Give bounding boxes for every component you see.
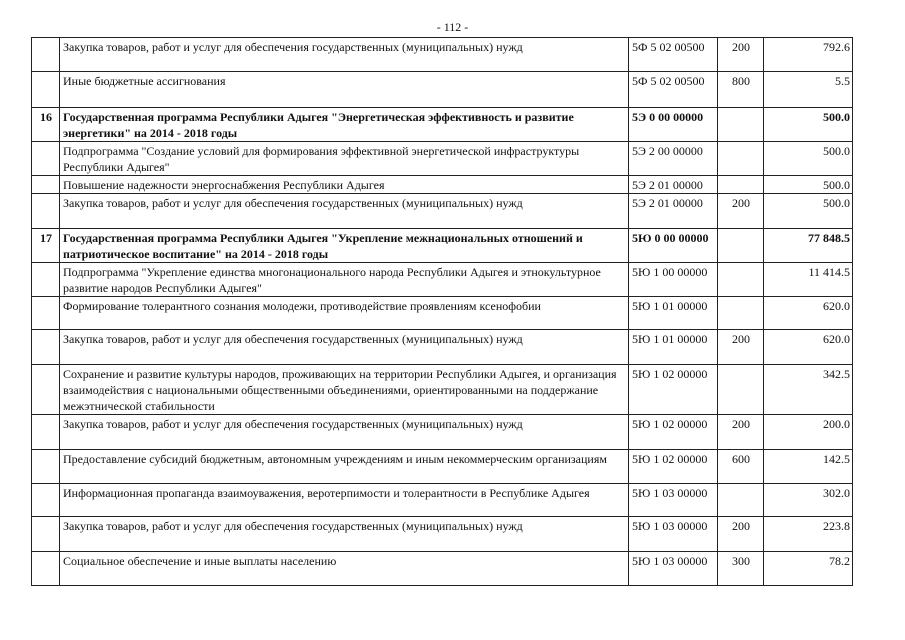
row-sum: 500.0 <box>764 142 853 176</box>
row-sum: 11 414.5 <box>764 263 853 297</box>
row-sum: 142.5 <box>764 450 853 484</box>
row-sum: 500.0 <box>764 176 853 194</box>
table-row <box>32 297 853 330</box>
row-expense-type <box>718 297 764 330</box>
row-number: 17 <box>32 229 60 263</box>
row-number <box>32 552 60 586</box>
row-name: Государственная программа Республики Адыгея "Энергетическая эффективность и развитие энергетики" на 2014 - 2018 годы <box>60 108 629 142</box>
row-expense-type: 600 <box>718 450 764 484</box>
row-expense-type <box>718 142 764 176</box>
row-code: 5Э 2 01 00000 <box>629 194 718 229</box>
row-sum: 302.0 <box>764 484 853 517</box>
row-sum: 792.6 <box>764 38 853 72</box>
row-number <box>32 194 60 229</box>
row-number <box>32 330 60 365</box>
row-name: Социальное обеспечение и иные выплаты населению <box>60 552 629 586</box>
row-sum: 77 848.5 <box>764 229 853 263</box>
row-name: Повышение надежности энергоснабжения Республики Адыгея <box>60 176 629 194</box>
row-expense-type <box>718 229 764 263</box>
row-code: 5Ю 1 03 00000 <box>629 484 718 517</box>
budget-table <box>31 37 853 586</box>
row-expense-type <box>718 263 764 297</box>
row-code: 5Ю 1 01 00000 <box>629 297 718 330</box>
table-row <box>32 72 853 108</box>
table-row <box>32 176 853 194</box>
table-row <box>32 108 853 142</box>
row-code: 5Ф 5 02 00500 <box>629 72 718 108</box>
row-number <box>32 142 60 176</box>
row-number <box>32 176 60 194</box>
table-row <box>32 194 853 229</box>
row-sum: 342.5 <box>764 365 853 415</box>
row-sum: 223.8 <box>764 517 853 552</box>
row-number <box>32 484 60 517</box>
row-sum: 500.0 <box>764 194 853 229</box>
row-code: 5Ю 0 00 00000 <box>629 229 718 263</box>
row-name: Закупка товаров, работ и услуг для обеспечения государственных (муниципальных) нужд <box>60 38 629 72</box>
row-code: 5Ф 5 02 00500 <box>629 38 718 72</box>
row-expense-type <box>718 176 764 194</box>
row-name: Формирование толерантного сознания молодежи, противодействие проявлениям ксенофобии <box>60 297 629 330</box>
row-code: 5Э 0 00 00000 <box>629 108 718 142</box>
table-row <box>32 415 853 450</box>
row-name: Иные бюджетные ассигнования <box>60 72 629 108</box>
table-row <box>32 38 853 72</box>
table-row <box>32 142 853 176</box>
row-name: Государственная программа Республики Адыгея "Укрепление межнациональных отношений и патриотическое воспитание" на 2014 - 2018 годы <box>60 229 629 263</box>
row-name: Закупка товаров, работ и услуг для обеспечения государственных (муниципальных) нужд <box>60 330 629 365</box>
table-row <box>32 484 853 517</box>
row-code: 5Ю 1 02 00000 <box>629 450 718 484</box>
table-row <box>32 450 853 484</box>
row-sum: 200.0 <box>764 415 853 450</box>
row-sum: 620.0 <box>764 330 853 365</box>
row-expense-type <box>718 108 764 142</box>
row-number <box>32 38 60 72</box>
table-row <box>32 552 853 586</box>
row-number <box>32 263 60 297</box>
row-name: Информационная пропаганда взаимоуважения, веротерпимости и толерантности в Республике Адыгея <box>60 484 629 517</box>
budget-table-body <box>32 38 853 586</box>
row-name: Подпрограмма "Укрепление единства многонационального народа Республики Адыгея и этнокультурное развитие народов Республики Адыгея" <box>60 263 629 297</box>
row-sum: 5.5 <box>764 72 853 108</box>
row-expense-type: 200 <box>718 517 764 552</box>
table-row <box>32 229 853 263</box>
row-expense-type: 200 <box>718 415 764 450</box>
page-number: - 112 - <box>436 20 469 34</box>
row-code: 5Ю 1 03 00000 <box>629 517 718 552</box>
row-code: 5Ю 1 03 00000 <box>629 552 718 586</box>
row-name: Закупка товаров, работ и услуг для обеспечения государственных (муниципальных) нужд <box>60 194 629 229</box>
row-code: 5Э 2 01 00000 <box>629 176 718 194</box>
table-row <box>32 365 853 415</box>
row-expense-type <box>718 484 764 517</box>
row-number <box>32 517 60 552</box>
row-expense-type <box>718 365 764 415</box>
row-expense-type: 200 <box>718 194 764 229</box>
row-sum: 620.0 <box>764 297 853 330</box>
row-expense-type: 200 <box>718 38 764 72</box>
row-code: 5Ю 1 00 00000 <box>629 263 718 297</box>
row-sum: 78.2 <box>764 552 853 586</box>
row-name: Подпрограмма "Создание условий для формирования эффективной энергетической инфраструктуры Республики Адыгея" <box>60 142 629 176</box>
row-code: 5Ю 1 02 00000 <box>629 415 718 450</box>
row-number <box>32 365 60 415</box>
table-row <box>32 263 853 297</box>
row-code: 5Э 2 00 00000 <box>629 142 718 176</box>
row-number <box>32 297 60 330</box>
row-name: Закупка товаров, работ и услуг для обеспечения государственных (муниципальных) нужд <box>60 517 629 552</box>
row-number <box>32 450 60 484</box>
table-row <box>32 517 853 552</box>
row-expense-type: 300 <box>718 552 764 586</box>
row-name: Предоставление субсидий бюджетным, автономным учреждениям и иным некоммерческим организациям <box>60 450 629 484</box>
row-number: 16 <box>32 108 60 142</box>
row-sum: 500.0 <box>764 108 853 142</box>
row-number <box>32 72 60 108</box>
row-expense-type: 200 <box>718 330 764 365</box>
row-name: Закупка товаров, работ и услуг для обеспечения государственных (муниципальных) нужд <box>60 415 629 450</box>
table-row <box>32 330 853 365</box>
row-number <box>32 415 60 450</box>
row-name: Сохранение и развитие культуры народов, проживающих на территории Республики Адыгея, и организация взаимодействия с национальными общественными объединениями, ориентированными на поддержание межэтнической стабильности <box>60 365 629 415</box>
row-code: 5Ю 1 02 00000 <box>629 365 718 415</box>
row-code: 5Ю 1 01 00000 <box>629 330 718 365</box>
row-expense-type: 800 <box>718 72 764 108</box>
